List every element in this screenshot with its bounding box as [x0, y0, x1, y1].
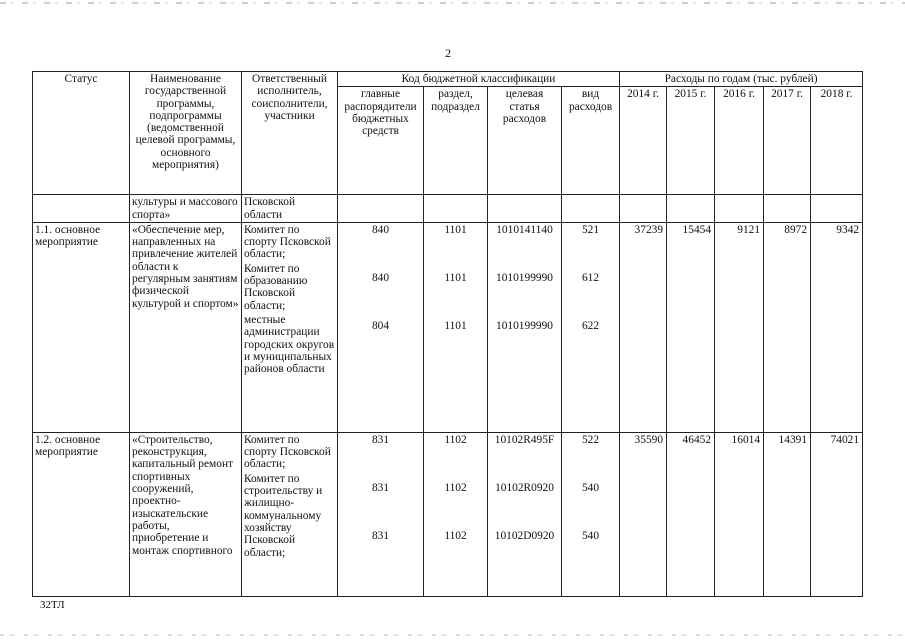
responsible-item: местные администрации городских округов и муниципальных районов области	[244, 313, 335, 376]
col-header-year-2014: 2014 г.	[620, 87, 667, 195]
responsible-item: Комитет по строительству и жилищно-коммунальному хозяйству Псковской области;	[244, 472, 323, 559]
cell-target	[488, 195, 562, 223]
col-header-target: целевая статья расходов	[488, 87, 562, 195]
type-value: 521	[581, 223, 600, 236]
col-header-budget-code: Код бюджетной классификации	[338, 72, 620, 87]
scan-artifact-top	[0, 2, 905, 4]
responsible-item: Комитет по спорту Псковской области;	[244, 433, 331, 471]
section-value: 1102	[444, 530, 467, 543]
cell-year-2016: 16014	[715, 432, 764, 596]
col-header-year-2016: 2016 г.	[715, 87, 764, 195]
cell-year-2015: 46452	[667, 432, 715, 596]
cell-year-2015	[667, 195, 715, 223]
cell-year-2014: 35590	[620, 432, 667, 596]
target-value: 1010199990	[496, 320, 553, 333]
grbs-value: 840	[371, 223, 390, 236]
col-header-grbs: главные распорядители бюджетных средств	[338, 87, 424, 195]
section-value: 1102	[444, 433, 467, 446]
type-value: 622	[581, 320, 600, 333]
grbs-value: 840	[371, 272, 390, 285]
col-header-name: Наименование государственной программы, подпрограммы (ведомственной целевой программы, основного мероприятия)	[130, 72, 242, 195]
cell-grbs	[338, 222, 424, 432]
col-header-year-2017: 2017 г.	[764, 87, 811, 195]
cell-status: 1.2. основное мероприятие	[33, 432, 130, 596]
table-row-1-2	[33, 432, 863, 596]
cell-year-2018: 74021	[811, 432, 863, 596]
cell-responsible-list	[242, 222, 338, 432]
grbs-value: 831	[371, 482, 390, 495]
cell-target	[488, 432, 562, 596]
type-value: 540	[581, 482, 600, 495]
cell-responsible-list	[242, 432, 338, 596]
col-header-section: раздел, подраздел	[424, 87, 488, 195]
col-header-year-2018: 2018 г.	[811, 87, 863, 195]
col-header-responsible: Ответственный исполнитель, соисполнители, участники	[242, 72, 338, 195]
cell-year-2014: 37239	[620, 222, 667, 432]
cell-status	[33, 195, 130, 223]
cell-target	[488, 222, 562, 432]
type-value: 540	[581, 530, 600, 543]
footer-code: 32ТЛ	[40, 599, 65, 611]
section-value: 1101	[444, 272, 467, 285]
header-row-1	[33, 72, 863, 87]
cell-section	[424, 195, 488, 223]
cell-type	[562, 195, 620, 223]
section-value: 1102	[444, 482, 467, 495]
cell-status: 1.1. основное мероприятие	[33, 222, 130, 432]
scan-artifact-bottom	[0, 634, 905, 636]
cell-year-2015: 15454	[667, 222, 715, 432]
cell-type	[562, 222, 620, 432]
grbs-value: 831	[371, 433, 390, 446]
cell-section	[424, 222, 488, 432]
grbs-value: 831	[371, 530, 390, 543]
page-number: 2	[445, 46, 451, 60]
table-row-1-1	[33, 222, 863, 432]
responsible-item: Комитет по спорту Псковской области;	[244, 223, 331, 261]
col-header-expenses: Расходы по годам (тыс. рублей)	[620, 72, 863, 87]
cell-grbs	[338, 432, 424, 596]
target-value: 1010199990	[496, 272, 553, 285]
responsible-item: Комитет по образованию Псковской области;	[244, 262, 308, 312]
cell-year-2016: 9121	[715, 222, 764, 432]
cell-responsible: Псковской области	[242, 195, 338, 223]
cell-section	[424, 432, 488, 596]
target-value: 10102R0920	[495, 482, 554, 495]
type-value: 612	[581, 272, 600, 285]
cell-grbs	[338, 195, 424, 223]
cell-year-2017: 14391	[764, 432, 811, 596]
cell-year-2018	[811, 195, 863, 223]
cell-year-2017: 8972	[764, 222, 811, 432]
cell-year-2017	[764, 195, 811, 223]
target-value: 10102R495F	[494, 433, 555, 446]
cell-type	[562, 432, 620, 596]
grbs-value: 804	[371, 320, 390, 333]
type-value: 522	[581, 433, 600, 446]
budget-table	[32, 71, 863, 597]
cell-year-2018: 9342	[811, 222, 863, 432]
section-value: 1101	[444, 320, 467, 333]
cell-name: «Строительство, реконструкция, капитальный ремонт спортивных сооружений, проектно-изыскательские работы, приобретение и монтаж спортивного	[130, 432, 242, 596]
col-header-year-2015: 2015 г.	[667, 87, 715, 195]
target-value: 10102D0920	[494, 530, 555, 543]
target-value: 1010141140	[496, 223, 553, 236]
cell-name: культуры и массового спорта»	[130, 195, 242, 223]
cell-name: «Обеспечение мер, направленных на привлечение жителей области к регулярным занятиям физической культурой и спортом»	[130, 222, 242, 432]
col-header-status: Статус	[33, 72, 130, 195]
cell-year-2016	[715, 195, 764, 223]
section-value: 1101	[444, 223, 467, 236]
table-row-continuation	[33, 195, 863, 223]
cell-year-2014	[620, 195, 667, 223]
col-header-type: вид расходов	[562, 87, 620, 195]
